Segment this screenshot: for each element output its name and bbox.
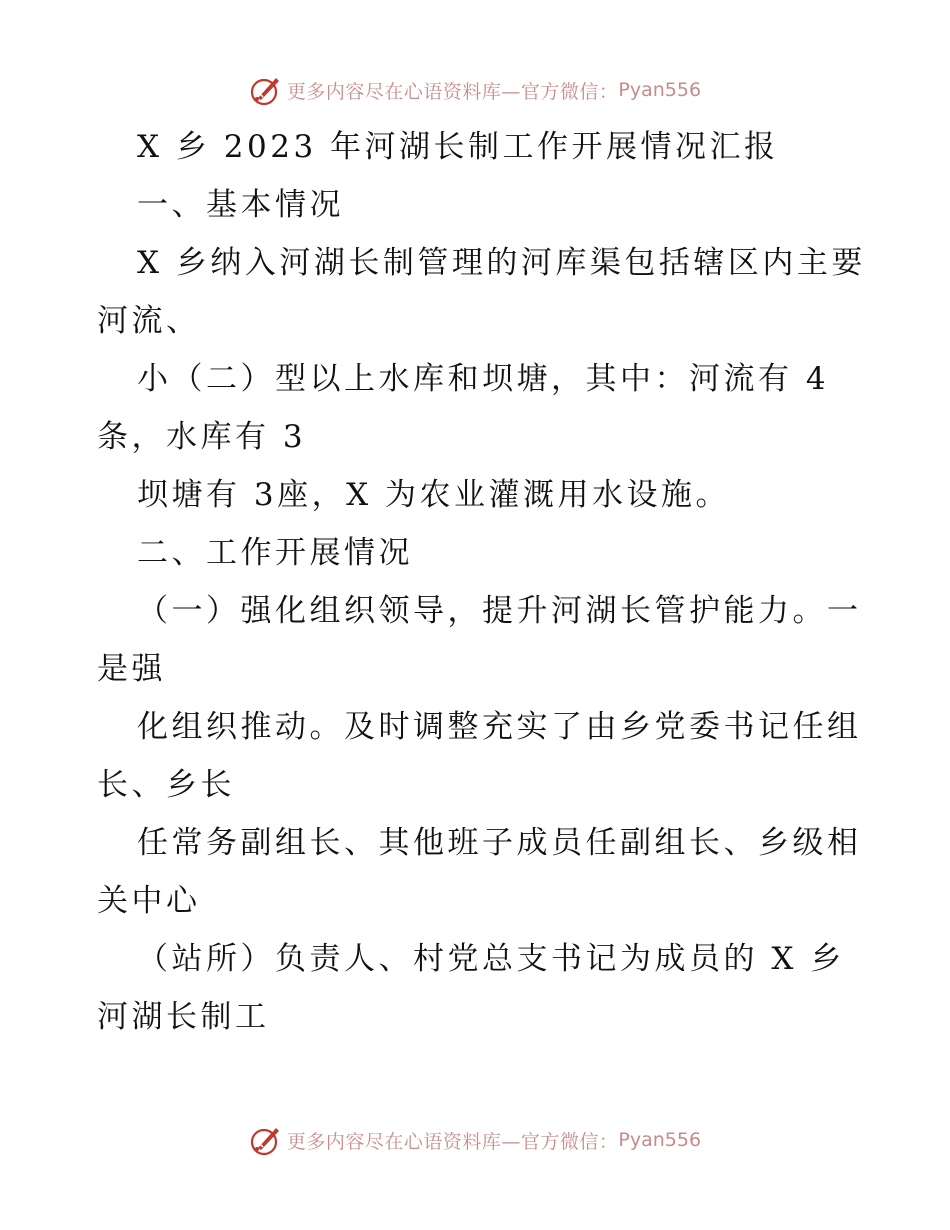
paragraph-line: 小（二）型以上水库和坝塘，其中：河流有 4 bbox=[137, 361, 830, 397]
section-heading: 二、工作开展情况 bbox=[137, 535, 413, 571]
banner-text: 更多内容尽在心语资料库—官方微信： bbox=[286, 1130, 619, 1153]
header-watermark-banner bbox=[0, 70, 950, 110]
banner-wechat-id: Pyan556 bbox=[618, 1129, 702, 1151]
section-heading: 一、基本情况 bbox=[137, 187, 344, 223]
document-body bbox=[97, 118, 866, 1046]
document-title: X 乡 2023 年河湖长制工作开展情况汇报 bbox=[137, 129, 779, 165]
paragraph-line: （一）强化组织领导，提升河湖长管护能力。一 bbox=[137, 593, 862, 629]
paragraph-line: 任常务副组长、其他班子成员任副组长、乡级相 bbox=[137, 825, 862, 861]
paragraph-line: （站所）负责人、村党总支书记为成员的 X 乡 bbox=[137, 941, 845, 977]
paragraph-line: 坝塘有 3座，X 为农业灌溉用水设施。 bbox=[137, 477, 730, 513]
banner-text: 更多内容尽在心语资料库—官方微信： bbox=[286, 80, 619, 103]
paragraph-line: 条，水库有 3 bbox=[97, 419, 307, 455]
footer-watermark-banner bbox=[0, 1120, 950, 1160]
paragraph-line: X 乡纳入河湖长制管理的河库渠包括辖区内主要 bbox=[137, 245, 866, 281]
banner-wechat-id: Pyan556 bbox=[618, 79, 702, 101]
quill-logo-icon bbox=[249, 1123, 283, 1157]
paragraph-line: 河流、 bbox=[97, 303, 201, 339]
paragraph-line: 是强 bbox=[97, 651, 166, 687]
paragraph-line: 化组织推动。及时调整充实了由乡党委书记任组 bbox=[137, 709, 862, 745]
paragraph-line: 关中心 bbox=[97, 883, 201, 919]
paragraph-line: 长、乡长 bbox=[97, 767, 235, 803]
quill-logo-icon bbox=[249, 73, 283, 107]
paragraph-line: 河湖长制工 bbox=[97, 999, 270, 1035]
